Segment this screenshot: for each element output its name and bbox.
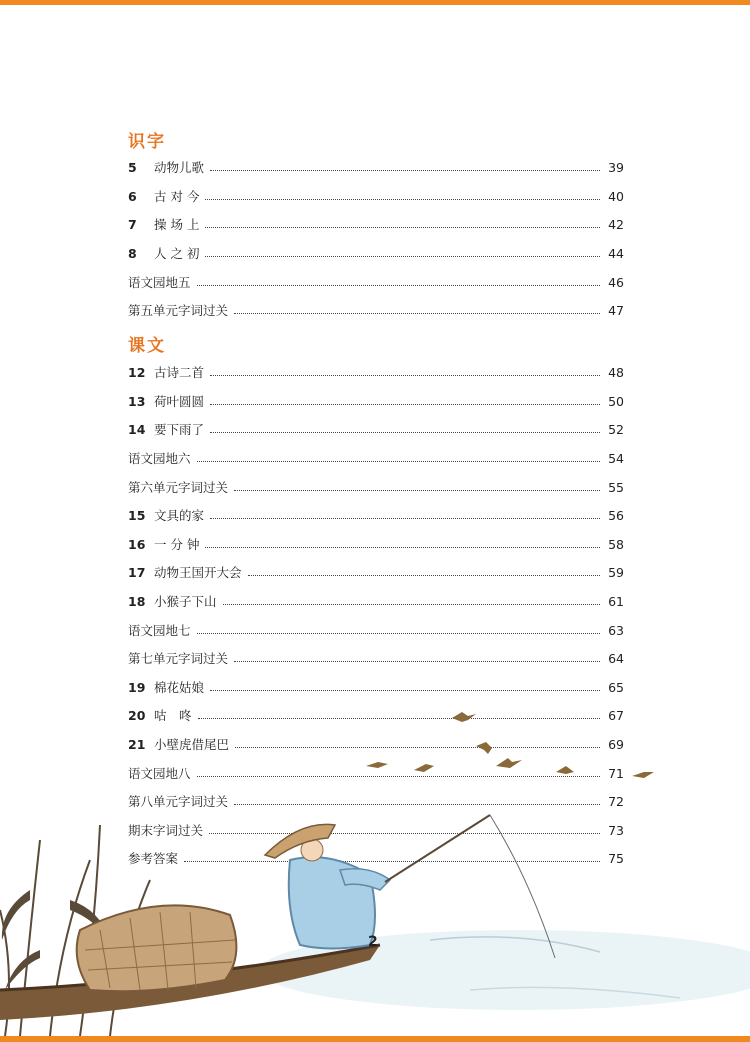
toc-entry[interactable] — [128, 272, 624, 292]
dot-leader — [210, 432, 600, 433]
entry-number: 20 — [128, 707, 146, 723]
straw-hat — [265, 824, 335, 858]
top-orange-bar — [0, 0, 750, 5]
entry-title: 语文园地六 — [128, 451, 191, 466]
entry-page: 39 — [608, 159, 624, 175]
bird-icon — [476, 742, 492, 754]
entry-number: 5 — [128, 159, 137, 175]
toc-entry[interactable] — [128, 243, 624, 263]
dot-leader — [197, 633, 600, 634]
entry-page: 71 — [608, 765, 624, 781]
entry-page: 54 — [608, 450, 624, 466]
entry-page: 69 — [608, 736, 624, 752]
dot-leader — [210, 404, 600, 405]
toc-entry[interactable] — [128, 591, 624, 611]
dot-leader — [234, 490, 600, 491]
entry-page: 52 — [608, 421, 624, 437]
toc-entry[interactable] — [128, 505, 624, 525]
bird-icon — [496, 758, 522, 768]
dot-leader — [210, 375, 600, 376]
entry-number: 15 — [128, 507, 146, 523]
toc-entry[interactable] — [128, 648, 624, 668]
entry-number: 12 — [128, 364, 146, 380]
entry-number: 6 — [128, 188, 137, 204]
entry-page: 73 — [608, 822, 624, 838]
entry-page: 42 — [608, 216, 624, 232]
dot-leader — [205, 547, 600, 548]
page-number: 2 — [368, 934, 378, 950]
dot-leader — [234, 661, 600, 662]
fisherman-boat-illustration — [0, 690, 750, 1036]
entry-title: 棉花姑娘 — [154, 680, 205, 695]
section-heading-kewen: 课文 — [128, 336, 166, 356]
entry-title: 古 对 今 — [154, 189, 200, 204]
toc-entry[interactable] — [128, 157, 624, 177]
entry-page: 56 — [608, 507, 624, 523]
entry-number: 17 — [128, 564, 146, 580]
entry-number: 8 — [128, 245, 137, 261]
entry-page: 50 — [608, 393, 624, 409]
dot-leader — [223, 604, 600, 605]
entry-page: 58 — [608, 536, 624, 552]
toc-entry[interactable] — [128, 186, 624, 206]
entry-page: 64 — [608, 650, 624, 666]
entry-page: 72 — [608, 793, 624, 809]
entry-number: 13 — [128, 393, 146, 409]
entry-title: 人 之 初 — [154, 246, 200, 261]
entry-number: 18 — [128, 593, 146, 609]
bird-icon — [556, 766, 574, 774]
entry-number: 16 — [128, 536, 146, 552]
fish-basket — [77, 905, 237, 991]
entry-number: 21 — [128, 736, 146, 752]
dot-leader — [197, 285, 600, 286]
entry-title: 古诗二首 — [154, 365, 205, 380]
bird-icon — [632, 772, 654, 778]
entry-title: 期末字词过关 — [128, 823, 204, 838]
toc-entry[interactable] — [128, 448, 624, 468]
entry-title: 操 场 上 — [154, 217, 200, 232]
entry-page: 48 — [608, 364, 624, 380]
entry-title: 一 分 钟 — [154, 537, 200, 552]
entry-page: 55 — [608, 479, 624, 495]
dot-leader — [248, 575, 600, 576]
entry-title: 第五单元字词过关 — [128, 303, 229, 318]
dot-leader — [205, 227, 600, 228]
dot-leader — [205, 199, 600, 200]
entry-title: 语文园地七 — [128, 623, 191, 638]
dot-leader — [234, 313, 600, 314]
dot-leader — [197, 461, 600, 462]
entry-title: 小壁虎借尾巴 — [154, 737, 230, 752]
entry-page: 75 — [608, 850, 624, 866]
entry-page: 47 — [608, 302, 624, 318]
entry-title: 语文园地五 — [128, 275, 191, 290]
entry-title: 第六单元字词过关 — [128, 480, 229, 495]
fishing-rod — [385, 815, 490, 882]
entry-number: 19 — [128, 679, 146, 695]
entry-number: 7 — [128, 216, 137, 232]
entry-page: 61 — [608, 593, 624, 609]
entry-title: 小猴子下山 — [154, 594, 217, 609]
entry-page: 65 — [608, 679, 624, 695]
entry-page: 67 — [608, 707, 624, 723]
section-heading-shizi: 识字 — [128, 132, 166, 152]
entry-title: 文具的家 — [154, 508, 205, 523]
entry-title: 第七单元字词过关 — [128, 651, 229, 666]
toc-entry[interactable] — [128, 391, 624, 411]
toc-entry[interactable] — [128, 477, 624, 497]
toc-entry[interactable] — [128, 562, 624, 582]
entry-title: 第八单元字词过关 — [128, 794, 229, 809]
bird-icon — [366, 762, 388, 768]
toc-entry[interactable] — [128, 534, 624, 554]
toc-entry[interactable] — [128, 620, 624, 640]
entry-title: 咕 咚 — [154, 708, 192, 723]
entry-number: 14 — [128, 421, 146, 437]
flying-birds — [366, 712, 654, 778]
entry-page: 59 — [608, 564, 624, 580]
toc-entry[interactable] — [128, 362, 624, 382]
bird-icon — [452, 712, 476, 722]
entry-title: 动物儿歌 — [154, 160, 205, 175]
entry-page: 63 — [608, 622, 624, 638]
bottom-orange-bar — [0, 1036, 750, 1042]
entry-page: 44 — [608, 245, 624, 261]
dot-leader — [205, 256, 600, 257]
toc-entry[interactable] — [128, 214, 624, 234]
dot-leader — [210, 170, 600, 171]
entry-title: 语文园地八 — [128, 766, 191, 781]
entry-title: 要下雨了 — [154, 422, 205, 437]
toc-entry[interactable] — [128, 419, 624, 439]
entry-page: 40 — [608, 188, 624, 204]
entry-title: 动物王国开大会 — [154, 565, 242, 580]
bird-icon — [414, 764, 434, 772]
entry-title: 参考答案 — [128, 851, 179, 866]
entry-title: 荷叶圆圆 — [154, 394, 205, 409]
entry-page: 46 — [608, 274, 624, 290]
toc-entry[interactable] — [128, 300, 624, 320]
dot-leader — [210, 518, 600, 519]
